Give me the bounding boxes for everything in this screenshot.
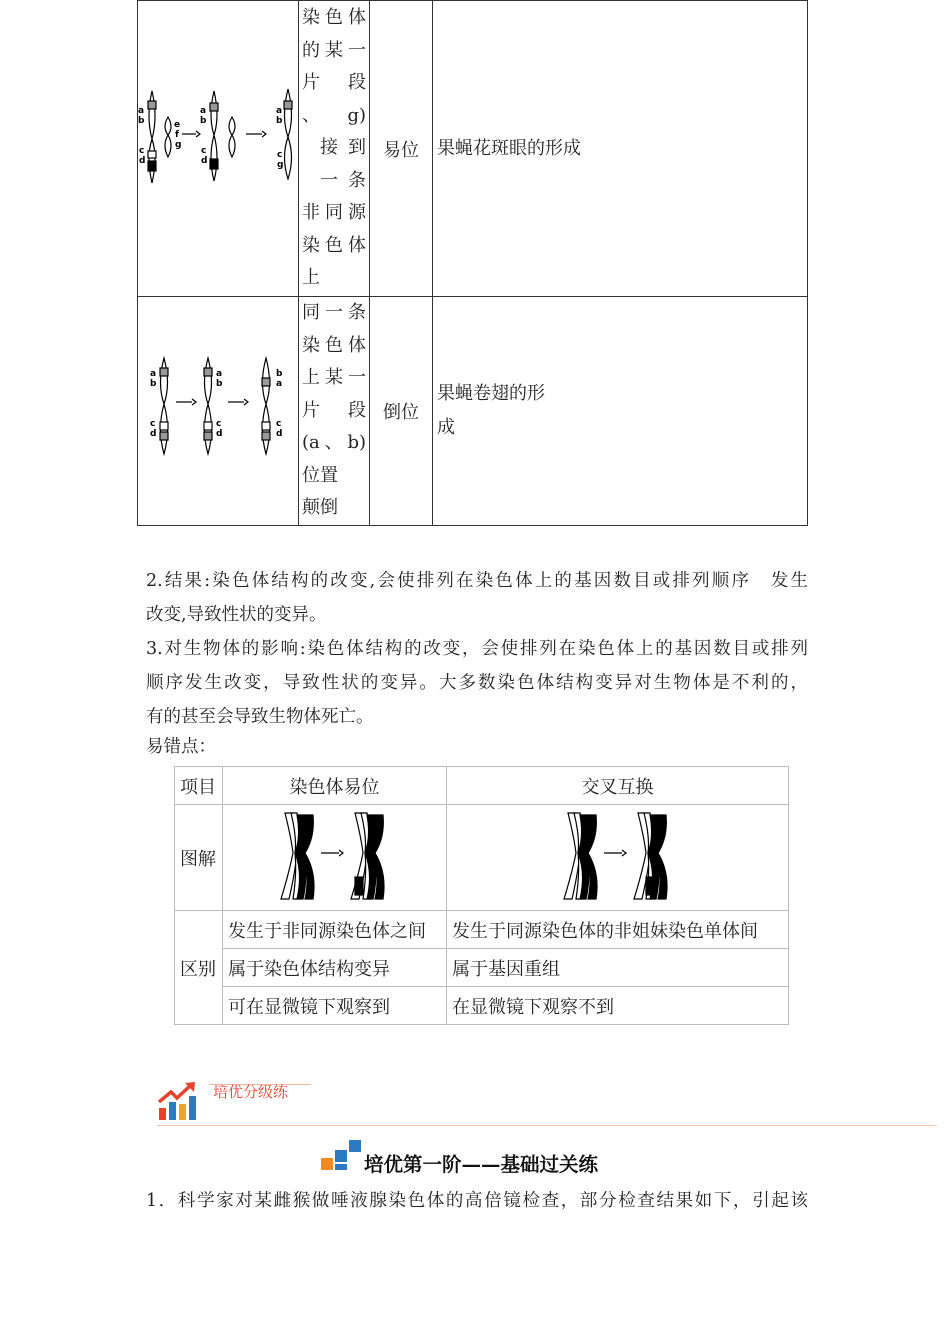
gene-label: c bbox=[216, 418, 222, 429]
gene-band bbox=[204, 368, 212, 376]
swapped-segment bbox=[355, 877, 363, 895]
icon-trend-line bbox=[159, 1085, 191, 1102]
icon-bar bbox=[179, 1104, 186, 1120]
table-row bbox=[175, 911, 789, 949]
desc-line: 上某一 bbox=[302, 367, 366, 388]
gene-band bbox=[160, 432, 168, 440]
desc-line: 接到 bbox=[320, 137, 366, 159]
gene-band bbox=[160, 368, 168, 376]
icon-bar bbox=[169, 1102, 176, 1120]
paragraph-pitfalls bbox=[146, 730, 808, 764]
table-row bbox=[175, 987, 789, 1025]
table-cell: 属于基因重组 bbox=[447, 949, 789, 987]
paragraph-line: 易错点： bbox=[146, 737, 216, 757]
icon-bar bbox=[159, 1108, 166, 1120]
icon-step bbox=[335, 1150, 347, 1162]
arrow-head-icon bbox=[244, 399, 248, 405]
gene-band bbox=[204, 422, 212, 430]
inversion-diagram bbox=[138, 354, 298, 464]
gene-label: b bbox=[150, 378, 157, 389]
example-text: 成 bbox=[437, 416, 455, 438]
arrow-head-icon bbox=[262, 131, 266, 137]
gene-band bbox=[262, 432, 270, 440]
table-row bbox=[175, 949, 789, 987]
gene-label: c bbox=[139, 145, 145, 156]
growth-chart-icon bbox=[157, 1080, 201, 1122]
gene-label: c bbox=[201, 145, 207, 156]
gene-label: b bbox=[138, 115, 145, 126]
paragraph-line: 有的甚至会导致生物体死亡。 bbox=[146, 707, 374, 727]
translocation-diagram-cell bbox=[138, 1, 299, 297]
desc-line: 染色体 bbox=[302, 234, 366, 256]
gene-label: b bbox=[276, 368, 283, 379]
table-cell: 可在显微镜下观察到 bbox=[223, 987, 447, 1025]
centromere bbox=[648, 851, 652, 855]
example-cell bbox=[433, 297, 808, 526]
arrow-head-icon bbox=[192, 399, 196, 405]
desc-line: 位置 bbox=[302, 464, 338, 486]
crossover-figure-cell bbox=[447, 805, 789, 911]
table-cell: 发生于非同源染色体之间 bbox=[223, 911, 447, 949]
example-text: 果蝇卷翅的形 bbox=[437, 382, 545, 404]
gene-label: b bbox=[200, 115, 207, 126]
gene-band bbox=[284, 101, 292, 109]
desc-line: 的某一 bbox=[302, 39, 366, 61]
table-row bbox=[138, 297, 808, 526]
question-1: 1．科学家对某雌猴做唾液腺染色体的高倍镜检查，部分检查结果如下，引起该 bbox=[146, 1191, 808, 1211]
arrow-head-icon bbox=[622, 850, 626, 856]
paragraph-line: 2.结果:染色体结构的改变,会使排列在染色体上的基因数目或排列顺序 发生 bbox=[146, 571, 808, 591]
crossover-figure bbox=[558, 807, 678, 903]
arrow-head-icon bbox=[196, 131, 200, 137]
desc-line: 片 段 bbox=[302, 72, 366, 94]
arrow-head-icon bbox=[339, 850, 343, 856]
translocation-figure bbox=[275, 807, 395, 903]
gene-label: b bbox=[216, 378, 223, 389]
section-title: 培优第一阶——基础过关练 bbox=[364, 1153, 599, 1176]
desc-line: 非同源 bbox=[302, 202, 366, 224]
gene-label: c bbox=[277, 149, 283, 160]
chromosome-shape bbox=[229, 117, 235, 157]
desc-line: 染色体 bbox=[302, 7, 366, 29]
paragraph-line: 改变,导致性状的变异。 bbox=[146, 605, 327, 625]
steps-icon bbox=[320, 1138, 364, 1172]
gene-label: d bbox=[150, 428, 157, 439]
icon-bar bbox=[189, 1096, 196, 1120]
banner-rule bbox=[157, 1125, 937, 1126]
variation-type: 易位 bbox=[370, 1, 433, 297]
gene-label: a bbox=[150, 368, 157, 379]
gene-label: d bbox=[276, 428, 283, 439]
gene-band bbox=[210, 103, 218, 111]
gene-label: d bbox=[139, 155, 146, 166]
row-label: 区别 bbox=[175, 911, 223, 1025]
gene-label: f bbox=[175, 129, 179, 140]
gene-label: a bbox=[276, 105, 283, 116]
desc-line: (a、b) bbox=[302, 432, 366, 453]
desc-line: 颠倒 bbox=[302, 497, 338, 518]
example-cell bbox=[433, 1, 808, 297]
gene-band bbox=[148, 161, 156, 171]
gene-label: a bbox=[200, 105, 207, 116]
banner-title: 培优分级练 bbox=[213, 1083, 289, 1101]
gene-label: g bbox=[175, 139, 182, 150]
icon-step bbox=[349, 1140, 361, 1152]
inversion-diagram-cell bbox=[138, 297, 299, 526]
desc-line: 同一条 bbox=[302, 302, 366, 323]
translocation-diagram bbox=[138, 87, 298, 207]
table-cell: 属于染色体结构变异 bbox=[223, 949, 447, 987]
gene-band bbox=[160, 422, 168, 430]
swapped-segment bbox=[646, 877, 654, 895]
chromosome-variation-table bbox=[137, 0, 808, 526]
gene-label: d bbox=[201, 155, 208, 166]
header-cell: 染色体易位 bbox=[223, 767, 447, 805]
table-header-row bbox=[175, 767, 789, 805]
gene-label: d bbox=[216, 428, 223, 439]
gene-band bbox=[210, 159, 218, 169]
header-cell: 交叉互换 bbox=[447, 767, 789, 805]
variation-type: 倒位 bbox=[370, 297, 433, 526]
comparison-table bbox=[174, 766, 789, 1025]
gene-label: a bbox=[216, 368, 223, 379]
gene-label: a bbox=[138, 105, 145, 116]
gene-band bbox=[148, 101, 156, 109]
gene-band bbox=[204, 432, 212, 440]
header-cell: 项目 bbox=[175, 767, 223, 805]
desc-line: 、g) bbox=[302, 104, 366, 126]
desc-line: 一条 bbox=[320, 169, 366, 191]
desc-line: 上 bbox=[302, 267, 320, 289]
gene-band bbox=[262, 378, 270, 386]
gene-label: b bbox=[276, 115, 283, 126]
paragraph-result bbox=[146, 564, 808, 632]
icon-step bbox=[321, 1158, 333, 1170]
gene-label: c bbox=[150, 418, 156, 429]
desc-line: 片 段 bbox=[302, 399, 366, 421]
centromere bbox=[365, 851, 369, 855]
gene-band bbox=[262, 422, 270, 430]
translocation-figure-cell bbox=[223, 805, 447, 911]
chromosome-shape bbox=[165, 117, 171, 157]
gene-label: a bbox=[276, 378, 283, 389]
section-banner bbox=[157, 1080, 937, 1126]
icon-step bbox=[335, 1164, 347, 1170]
example-wrap bbox=[437, 377, 557, 445]
centromere bbox=[578, 851, 582, 855]
paragraph-line: 3.对生物体的影响:染色体结构的改变，会使排列在染色体上的基因数目或排列 bbox=[146, 639, 808, 659]
example-text: 果蝇花斑眼的形成 bbox=[437, 137, 581, 159]
table-row bbox=[175, 805, 789, 911]
table-row bbox=[138, 1, 808, 297]
table-cell: 在显微镜下观察不到 bbox=[447, 987, 789, 1025]
gene-label: c bbox=[276, 418, 282, 429]
description-cell bbox=[299, 297, 370, 526]
description-cell bbox=[299, 1, 370, 297]
desc-line: 染色体 bbox=[302, 334, 366, 356]
gene-band bbox=[148, 151, 156, 158]
table-cell: 发生于同源染色体的非姐妹染色单体间 bbox=[447, 911, 789, 949]
gene-label: g bbox=[277, 159, 284, 170]
paragraph-line: 顺序发生改变，导致性状的变异。大多数染色体结构变异对生物体是不利的， bbox=[146, 673, 808, 693]
row-label: 图解 bbox=[175, 805, 223, 911]
gene-label: e bbox=[174, 119, 181, 130]
paragraph-impact bbox=[146, 632, 808, 734]
centromere bbox=[295, 851, 299, 855]
